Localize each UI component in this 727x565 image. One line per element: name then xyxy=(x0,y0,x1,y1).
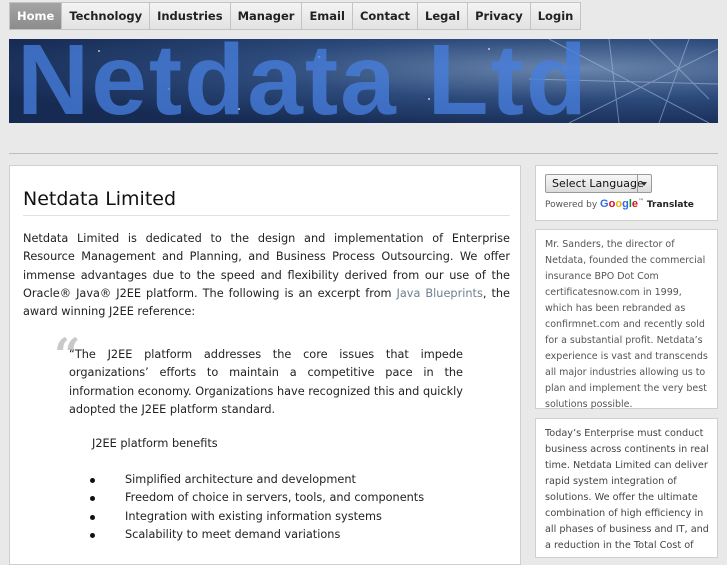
list-item: Simplified architecture and development xyxy=(90,471,424,489)
top-nav xyxy=(9,2,581,30)
intro-text-before-link: Netdata Limited is dedicated to the design and implementation of Enterprise Resource Management and Planning, and Business Process Outsourcing. We offer immense advantages due to the speed and flexibility derived from our use of the Oracle® Java® J2EE platform. The following is an excerpt from xyxy=(23,232,510,300)
divider xyxy=(9,153,718,154)
header-banner xyxy=(9,39,718,123)
chevron-down-icon xyxy=(637,175,651,192)
nav-technology[interactable]: Technology xyxy=(62,2,150,30)
main-content xyxy=(9,165,521,565)
trademark-mark: ™ xyxy=(638,198,644,205)
enterprise-text: Today’s Enterprise must conduct business across continents in real time. Netdata Limited can deliver rapid system integration of solutions. We offer the ultimate combination of high efficiency in all phases of business and IT, and a reduction in the Total Cost of xyxy=(545,428,709,551)
list-item: Integration with existing information systems xyxy=(90,508,424,526)
blockquote: “The J2EE platform addresses the core issues that impede organizations’ efforts to maintain a competitive pace in the information economy. Organizations have recognized this and quickly adopted the J2EE platform standard. xyxy=(69,348,463,416)
benefits-heading: J2EE platform benefits xyxy=(92,437,218,450)
nav-legal[interactable]: Legal xyxy=(418,2,468,30)
intro-text-after-link: , the award winning J2EE reference: xyxy=(23,286,510,319)
quote-mark-icon: “ xyxy=(54,328,81,382)
language-select[interactable] xyxy=(545,174,652,193)
sidebar-enterprise-box xyxy=(535,418,718,558)
banner-logo-text: Netdata Ltd xyxy=(17,39,589,123)
translate-widget xyxy=(535,165,718,221)
nav-login[interactable]: Login xyxy=(531,2,582,30)
java-blueprints-link[interactable]: Java Blueprints xyxy=(396,286,483,300)
sidebar-bio-box xyxy=(535,229,718,409)
nav-manager[interactable]: Manager xyxy=(231,2,303,30)
benefits-list xyxy=(90,471,424,544)
nav-privacy[interactable]: Privacy xyxy=(468,2,531,30)
translate-link[interactable]: Translate xyxy=(646,200,694,210)
powered-by-label: Powered by xyxy=(545,200,598,210)
powered-by-google xyxy=(545,198,694,210)
google-logo[interactable]: Google xyxy=(600,198,638,210)
list-item: Scalability to meet demand variations xyxy=(90,526,424,544)
intro-paragraph xyxy=(23,230,510,321)
nav-contact[interactable]: Contact xyxy=(353,2,418,30)
list-item: Freedom of choice in servers, tools, and components xyxy=(90,489,424,507)
nav-email[interactable]: Email xyxy=(302,2,352,30)
nav-industries[interactable]: Industries xyxy=(150,2,231,30)
nav-home[interactable]: Home xyxy=(9,2,62,30)
page-title: Netdata Limited xyxy=(23,188,177,210)
title-divider xyxy=(23,215,510,216)
language-select-label: Select Language xyxy=(552,177,644,190)
bio-text: Mr. Sanders, the director of Netdata, founded the commercial insurance BPO Dot Com certificatesnow.com in 1999, which has been rebranded as confirmnet.com and recently sold for a substantial profit. Netdata’s experience is vast and transcends all major industries allowing us to plan and implement the very best solutions possible. xyxy=(545,239,708,410)
